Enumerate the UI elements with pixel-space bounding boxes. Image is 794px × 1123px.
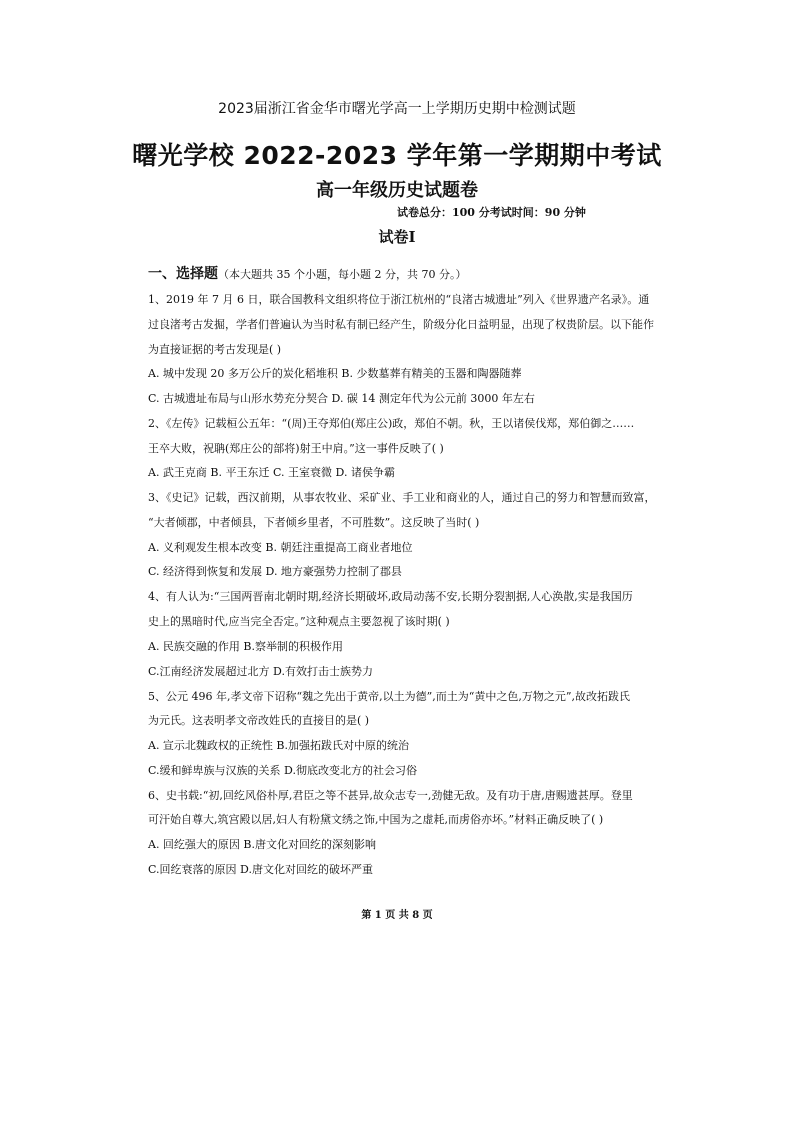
section-note: （本大题共 35 个小题，每小题 2 分，共 70 分。）	[218, 268, 467, 281]
option-line: C. 古城遗址布局与山形水势充分契合 D. 碳 14 测定年代为公元前 3000 年左右	[148, 392, 535, 405]
section-heading	[148, 263, 466, 283]
question-line: 6、史书载:“初,回纥风俗朴厚,君臣之等不甚异,故众志专一,劲健无敌。及有功于唐,唐赐遗甚厚。登里	[148, 789, 633, 802]
question-line: 2、《左传》记载桓公五年：“(周)王夺郑伯(郑庄公)政，郑伯不朝。秋，王以诸侯伐郑，郑伯御之……	[148, 417, 635, 430]
question-line: 为元氏。这表明孝文帝改姓氏的直接目的是( )	[148, 714, 370, 727]
exam-meta: 试卷总分：100 分考试时间：90 分钟	[397, 206, 586, 219]
page-footer: 第 1 页 共 8 页	[361, 910, 433, 921]
question-line: 3、《史记》记载，西汉前期，从事农牧业、采矿业、手工业和商业的人，通过自己的努力和智慧而致富，	[148, 491, 656, 504]
question-line: “大者倾郡，中者倾县，下者倾乡里者，不可胜数”。这反映了当时( )	[148, 516, 480, 529]
volume-label: 试卷Ⅰ	[378, 228, 416, 246]
option-line: C.江南经济发展超过北方 D.有效打击士族势力	[148, 665, 373, 678]
option-line: A. 义利观发生根本改变 B. 朝廷注重提高工商业者地位	[148, 541, 413, 554]
question-line: 过良渚考古发掘，学者们普遍认为当时私有制已经产生，阶级分化日益明显，出现了权贵阶层。以下能作	[148, 318, 654, 331]
option-line: C.缓和鲜卑族与汉族的关系 D.彻底改变北方的社会习俗	[148, 764, 417, 777]
question-line: 1、2019 年 7 月 6 日，联合国教科文组织将位于浙江杭州的“良渚古城遗址”列入《世界遗产名录》。通	[148, 293, 650, 306]
question-line: 4、有人认为:“三国两晋南北朝时期,经济长期破坏,政局动荡不安,长期分裂割据,人心涣散,实是我国历	[148, 590, 633, 603]
option-line: A. 民族交融的作用 B.察举制的积极作用	[148, 640, 344, 653]
exam-title: 曙光学校 2022-2023 学年第一学期期中考试	[132, 141, 662, 170]
option-line: C. 经济得到恢复和发展 D. 地方豪强势力控制了郡县	[148, 565, 402, 578]
paper-subtitle: 高一年级历史试题卷	[316, 180, 478, 201]
section-title: 一、选择题	[148, 266, 218, 282]
question-line: 5、公元 496 年,孝文帝下诏称“魏之先出于黄帝,以土为德”,而土为“黄中之色,万物之元”,故改拓跋氏	[148, 690, 630, 703]
question-line: 史上的黑暗时代,应当完全否定。”这种观点主要忽视了该时期( )	[148, 615, 450, 628]
option-line: C.回纥衰落的原因 D.唐文化对回纥的破坏严重	[148, 863, 373, 876]
option-line: A. 回纥强大的原因 B.唐文化对回纥的深刻影响	[148, 838, 377, 851]
option-line: A. 武王克商 B. 平王东迁 C. 王室衰微 D. 诸侯争霸	[148, 466, 395, 479]
option-line: A. 宣示北魏政权的正统性 B.加强拓跋氏对中原的统治	[148, 739, 410, 752]
question-line: 可汗始自尊大,筑宫殿以居,妇人有粉黛文绣之饰,中国为之虚耗,而虏俗亦坏。”材料正确反映了( )	[148, 813, 604, 826]
question-line: 王卒大败，祝聃(郑庄公的部将)射王中肩。”这一事件反映了( )	[148, 442, 444, 455]
question-line: 为直接证据的考古发现是( )	[148, 343, 282, 356]
document-title: 2023届浙江省金华市曙光学高一上学期历史期中检测试题	[218, 101, 576, 117]
option-line: A. 城中发现 20 多万公斤的炭化稻堆积 B. 少数墓葬有精美的玉器和陶器随葬	[148, 367, 522, 380]
